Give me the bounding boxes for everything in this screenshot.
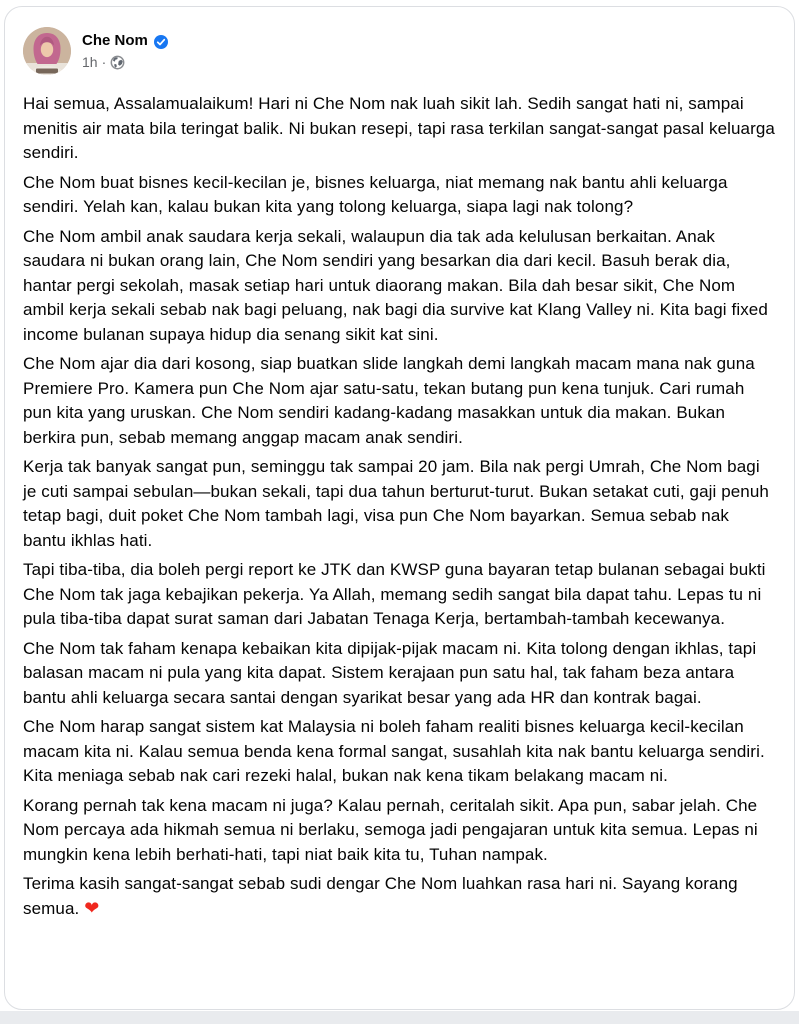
post-meta xyxy=(82,53,168,71)
paragraph-4: Che Nom ajar dia dari kosong, siap buatkan slide langkah demi langkah macam mana nak guna Premiere Pro. Kamera pun Che Nom ajar satu-satu, tekan butang pun kena tunjuk. Cari rumah pun kita yang uruskan. Che Nom sendiri kadang-kadang masakkan untuk dia makan. Bukan berkira pun, sebab memang anggap macam anak sendiri. xyxy=(23,354,755,447)
meta-separator: · xyxy=(101,54,107,70)
heart-emoji: ❤ xyxy=(84,897,100,918)
post-card xyxy=(4,6,795,1010)
post-text xyxy=(23,92,776,921)
timestamp[interactable]: 1h xyxy=(82,54,98,70)
avatar[interactable] xyxy=(23,27,71,75)
next-section-background xyxy=(0,1011,799,1024)
paragraph-8: Che Nom harap sangat sistem kat Malaysia ni boleh faham realiti bisnes keluarga kecil-kecilan macam kita ni. Kalau semua benda kena formal sangat, susahlah kita nak bantu keluarga sendiri. Kita meniaga sebab nak cari rezeki halal, bukan nak kena tikam belakang macam ni. xyxy=(23,717,765,785)
paragraph-5: Kerja tak banyak sangat pun, seminggu tak sampai 20 jam. Bila nak pergi Umrah, Che Nom bagi je cuti sampai sebulan—bukan sekali, tapi dua tahun berturut-turut. Bukan setakat cuti, gaji penuh tetap bagi, duit poket Che Nom tambah lagi, visa pun Che Nom bayarkan. Semua sebab nak bantu ikhlas hati. xyxy=(23,457,769,550)
paragraph-1: Hai semua, Assalamualaikum! Hari ni Che Nom nak luah sikit lah. Sedih sangat hati ni, sampai menitis air mata bila teringat balik. Ni bukan resepi, tapi rasa terkilan sangat-sangat pasal keluarga sendiri. xyxy=(23,94,775,162)
paragraph-2: Che Nom buat bisnes kecil-kecilan je, bisnes keluarga, niat memang nak bantu ahli keluarga sendiri. Yelah kan, kalau bukan kita yang tolong keluarga, siapa lagi nak tolong? xyxy=(23,172,728,216)
author-row xyxy=(82,31,168,51)
avatar-illustration xyxy=(23,27,71,75)
closing-text: Terima kasih sangat-sangat sebab sudi dengar Che Nom luahkan rasa hari ni. Sayang korang semua. xyxy=(23,874,738,918)
paragraph-3: Che Nom ambil anak saudara kerja sekali, walaupun dia tak ada kelulusan berkaitan. Anak saudara ni bukan orang lain, Che Nom sendiri yang besarkan dia dari kecil. Basuh berak dia, hantar pergi sekolah, masak setiap hari untuk diaorang makan. Bila dah besar sikit, Che Nom ambil kerja sekali sebab nak bagi peluang, nak bagi dia survive kat Klang Valley ni. Kita bagi fixed income bulanan supaya hidup dia senang sikit kat sini. xyxy=(23,226,768,344)
paragraph-10 xyxy=(23,872,776,921)
post-header-text xyxy=(82,31,168,71)
paragraph-7: Che Nom tak faham kenapa kebaikan kita dipijak-pijak macam ni. Kita tolong dengan ikhlas, tapi balasan macam ni pula yang kita dapat. Sistem kerajaan pun satu hal, tak faham beza antara bantu ahli keluarga secara santai dengan syarikat besar yang ada HR dan kontrak bagai. xyxy=(23,638,757,707)
post-header xyxy=(23,27,776,75)
paragraph-6: Tapi tiba-tiba, dia boleh pergi report ke JTK dan KWSP guna bayaran tetap bulanan sebagai bukti Che Nom tak jaga kebajikan pekerja. Ya Allah, memang sedih sangat bila dapat tahu. Lepas tu ni pula tiba-tiba dapat surat saman dari Jabatan Tenaga Kerja, bertambah-tambah kecewanya. xyxy=(23,560,766,628)
paragraph-9: Korang pernah tak kena macam ni juga? Kalau pernah, ceritalah sikit. Apa pun, sabar jelah. Che Nom percaya ada hikmah semua ni berlaku, semoga jadi pengajaran untuk kita semua. Lepas ni mungkin kena lebih berhati-hati, tapi niat baik kita tu, Tuhan nampak. xyxy=(23,795,758,864)
globe-icon xyxy=(110,55,125,70)
author-name[interactable]: Che Nom xyxy=(82,32,148,49)
verified-badge-icon xyxy=(154,35,168,49)
